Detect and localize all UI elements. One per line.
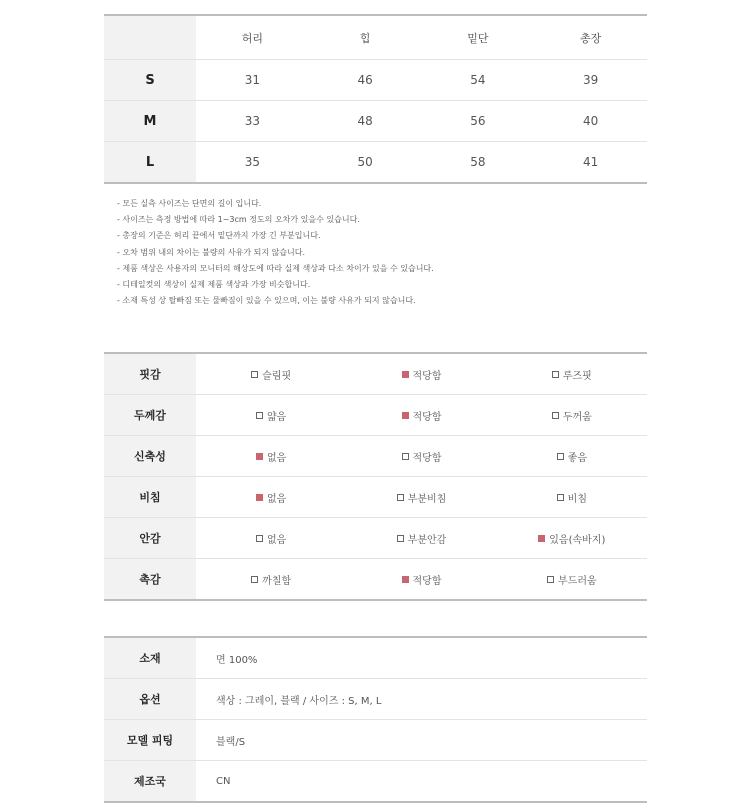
fit-option-text: 없음 [267, 534, 287, 546]
fit-option-text: 좋음 [567, 452, 587, 464]
fit-row-fit [104, 354, 647, 394]
fit-option-text: 없음 [267, 452, 287, 464]
product-info-table [104, 636, 647, 803]
fit-option [346, 436, 496, 476]
info-label: 모델 피팅 [104, 720, 196, 760]
size-label: S [104, 60, 196, 100]
fit-option [497, 436, 647, 476]
info-row-model-fitting [104, 719, 647, 760]
note-line: - 소재 특성 상 탈빠짐 또는 물빠짐이 있을 수 있으며, 이는 불량 사유가 되지 않습니다. [117, 296, 416, 306]
fit-label: 두께감 [104, 395, 196, 435]
fit-option [346, 395, 496, 435]
fit-option [497, 477, 647, 517]
note-line: - 디테일컷의 색상이 실제 제품 색상과 가장 비슷합니다. [117, 280, 311, 290]
checkbox-checked-icon [256, 494, 263, 501]
fit-option-text: 적당함 [412, 575, 442, 587]
fit-row-lining [104, 517, 647, 558]
info-label: 제조국 [104, 761, 196, 801]
checkbox-icon [256, 535, 263, 542]
header-length: 총장 [579, 31, 602, 45]
size-header-corner [104, 16, 196, 59]
fit-option-text: 슬림핏 [262, 370, 292, 382]
fit-option [497, 559, 647, 599]
checkbox-checked-icon [256, 453, 263, 460]
info-label: 옵션 [104, 679, 196, 719]
fit-label: 비침 [104, 477, 196, 517]
info-label: 소재 [104, 638, 196, 678]
note-line: - 제품 색상은 사용자의 모니터의 해상도에 따라 실제 색상과 다소 차이가 있을 수 있습니다. [117, 263, 434, 273]
fit-row-sheer [104, 476, 647, 517]
size-value: 33 [244, 114, 261, 128]
fit-option [497, 518, 647, 558]
fit-label: 신축성 [104, 436, 196, 476]
fit-option-text: 비침 [567, 493, 587, 505]
fit-label: 안감 [104, 518, 196, 558]
size-value: 39 [582, 73, 599, 87]
checkbox-checked-icon [402, 371, 409, 378]
fit-row-texture [104, 558, 647, 599]
note-line: - 총장의 기준은 허리 끝에서 밑단까지 가장 긴 부분입니다. [117, 231, 321, 241]
fit-row-thickness [104, 394, 647, 435]
checkbox-icon [557, 494, 564, 501]
fit-option [497, 354, 647, 394]
note-line: - 모든 실측 사이즈는 단면의 길이 입니다. [117, 199, 262, 208]
size-value: 50 [357, 155, 373, 169]
size-value: 54 [470, 73, 486, 87]
size-value: 40 [582, 114, 599, 128]
fit-option-text: 까칠함 [262, 575, 292, 587]
size-label: M [104, 101, 196, 141]
checkbox-icon [397, 535, 404, 542]
fit-option-text: 얇음 [267, 411, 287, 423]
info-value: 색상 : 그레이, 블랙 / 사이즈 : S, M, L [216, 695, 382, 707]
header-hip: 힙 [359, 31, 371, 45]
header-waist: 허리 [241, 31, 263, 45]
fit-option [196, 395, 346, 435]
fit-option [346, 477, 496, 517]
fit-option [346, 354, 496, 394]
fit-option-text: 없음 [267, 493, 287, 505]
size-value: 41 [582, 155, 599, 169]
checkbox-icon [552, 412, 559, 419]
size-value: 56 [470, 114, 486, 128]
fit-option [196, 354, 346, 394]
checkbox-icon [256, 412, 263, 419]
fit-option [497, 395, 647, 435]
fit-option-text: 루즈핏 [562, 370, 592, 382]
checkbox-icon [251, 371, 258, 378]
fit-option-text: 적당함 [412, 452, 442, 464]
fit-option [346, 559, 496, 599]
size-value: 48 [357, 114, 373, 128]
size-row [104, 100, 647, 141]
fit-option-text: 두꺼움 [562, 411, 592, 423]
fit-table [104, 352, 647, 601]
info-row-options [104, 678, 647, 719]
size-table [104, 14, 647, 184]
size-table-header [104, 16, 647, 59]
fit-option [196, 436, 346, 476]
checkbox-icon [251, 576, 258, 583]
fit-option [346, 518, 496, 558]
fit-option-text: 부분안감 [407, 534, 447, 546]
fit-option-text: 부분비침 [407, 493, 447, 505]
fit-label: 촉감 [104, 559, 196, 599]
fit-label: 핏감 [104, 354, 196, 394]
fit-option [196, 477, 346, 517]
checkbox-checked-icon [538, 535, 545, 542]
checkbox-checked-icon [402, 412, 409, 419]
checkbox-icon [552, 371, 559, 378]
size-notes [117, 196, 637, 309]
fit-option-text: 있음(속바지) [549, 534, 606, 546]
checkbox-checked-icon [402, 576, 409, 583]
checkbox-icon [402, 453, 409, 460]
size-value: 46 [357, 73, 373, 87]
size-value: 35 [244, 155, 261, 169]
size-label: L [104, 142, 196, 182]
fit-option-text: 적당함 [412, 370, 442, 382]
checkbox-icon [397, 494, 404, 501]
size-value: 31 [244, 73, 261, 87]
size-row [104, 141, 647, 182]
size-value: 58 [470, 155, 486, 169]
info-value: 블랙/S [216, 736, 246, 748]
header-hem: 밑단 [467, 31, 489, 45]
checkbox-icon [557, 453, 564, 460]
note-line: - 사이즈는 측정 방법에 따라 1~3cm 정도의 오차가 있을수 있습니다. [117, 215, 360, 225]
checkbox-icon [547, 576, 554, 583]
info-row-material [104, 638, 647, 678]
fit-row-stretch [104, 435, 647, 476]
note-line: - 오차 범위 내의 차이는 불량의 사유가 되지 않습니다. [117, 247, 306, 257]
fit-option-text: 적당함 [412, 411, 442, 423]
fit-option [196, 559, 346, 599]
fit-option [196, 518, 346, 558]
info-row-origin [104, 760, 647, 801]
info-value: CN [216, 775, 231, 787]
size-row [104, 59, 647, 100]
info-value: 면 100% [216, 654, 258, 666]
fit-option-text: 부드러움 [558, 575, 597, 587]
